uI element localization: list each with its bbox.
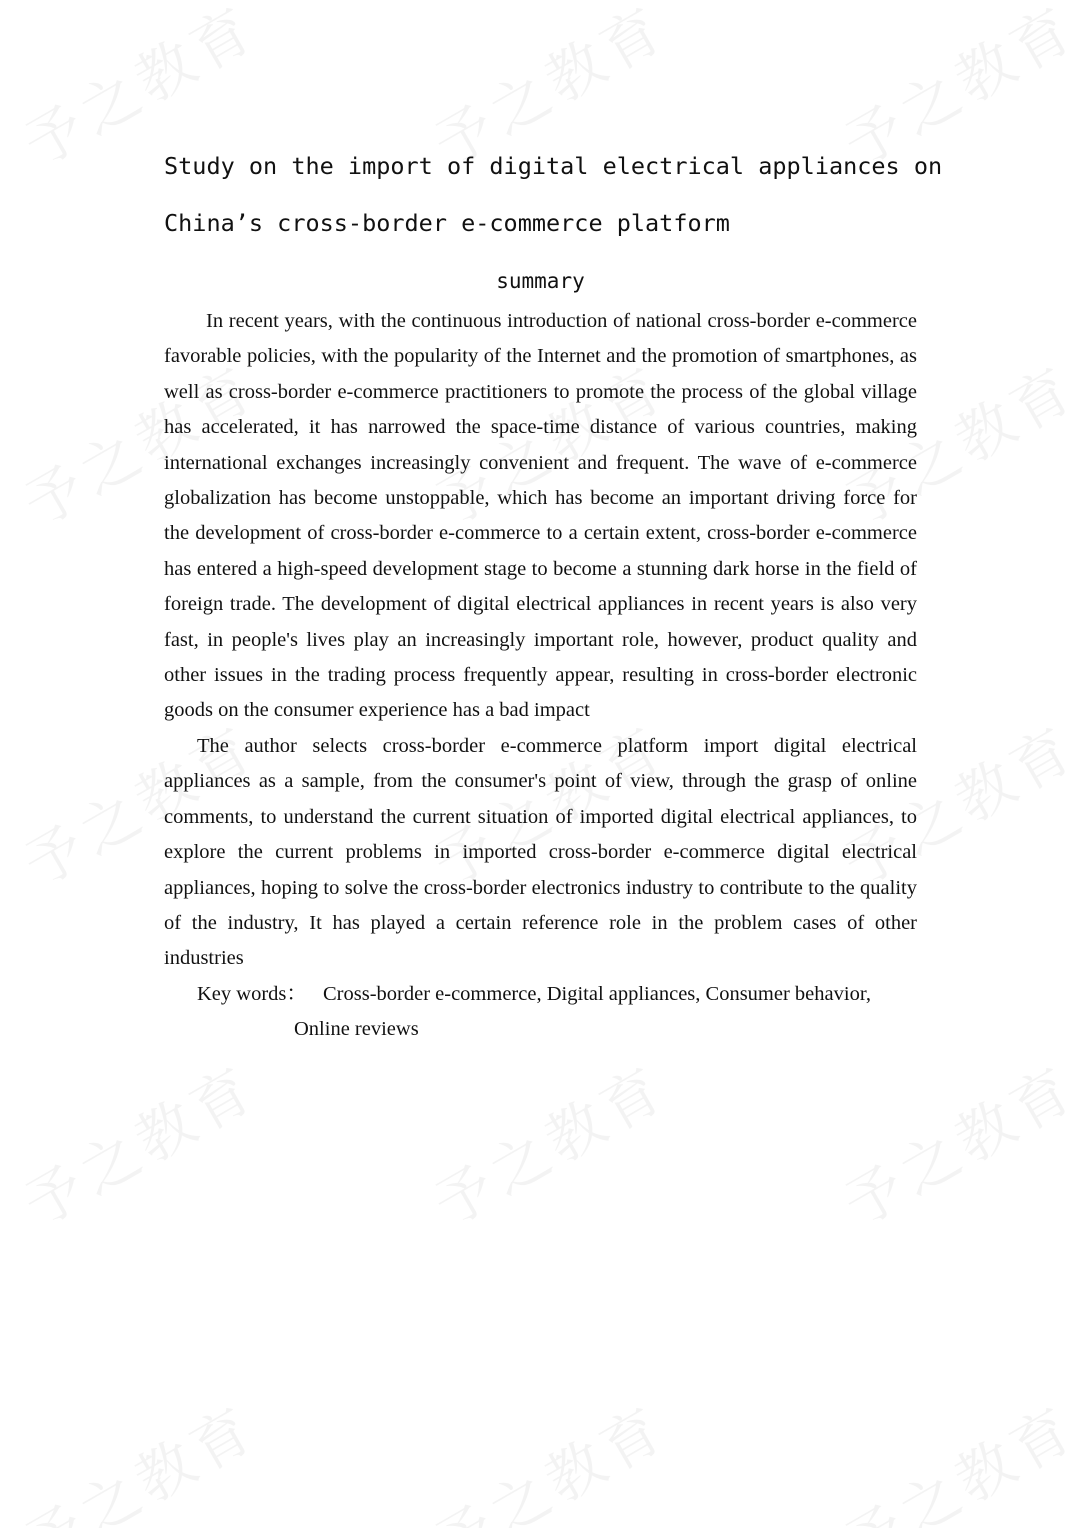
watermark: [416, 1382, 680, 1528]
keywords-line: [164, 977, 917, 1012]
keywords-continuation: Online reviews: [294, 1018, 419, 1041]
watermark: [826, 1042, 1080, 1243]
watermark: [6, 1382, 270, 1528]
watermark: [6, 1042, 270, 1243]
abstract-paragraph-2: The author selects cross-border e-commerce platform import digital electrical appliances as a sample, from the consumer's point of view, through the grasp of online comments, to understand the current situation of imported digital electrical appliances, to explore the current problems in imported cross-border e-commerce digital electrical appliances, hoping to solve the cross-border electronics industry to contribute to the quality of the industry, It has played a certain reference role in the problem cases of other industries: [164, 734, 917, 970]
summary-heading: summary: [496, 269, 585, 293]
document-page: [164, 138, 943, 1048]
watermark: [826, 1382, 1080, 1528]
watermark: [416, 1042, 680, 1243]
document-title-line-2: China’s cross-border e-commerce platform: [164, 209, 730, 237]
document-title-line-1: Study on the import of digital electrical appliances on: [164, 152, 943, 180]
keywords-label: Key words：: [197, 982, 307, 1005]
keywords-list: Cross-border e-commerce, Digital appliances, Consumer behavior,: [323, 982, 871, 1005]
abstract-paragraph-1: In recent years, with the continuous introduction of national cross-border e-commerce favorable policies, with the popularity of the Internet and the promotion of smartphones, as well as cross-border e-commerce practitioners to promote the process of the global village has accelerated, it has narrowed the space-time distance of various countries, making international exchanges increasingly convenient and frequent. The wave of e-commerce globalization has become unstoppable, which has become an important driving force for the development of cross-border e-commerce to a certain extent, cross-border e-commerce has entered a high-speed development stage to become a stunning dark horse in the field of foreign trade. The development of digital electrical appliances in recent years is also very fast, in people's lives play an increasingly important role, however, product quality and other issues in the trading process frequently appear, resulting in cross-border electronic goods on the consumer experience has a bad impact: [164, 310, 917, 722]
